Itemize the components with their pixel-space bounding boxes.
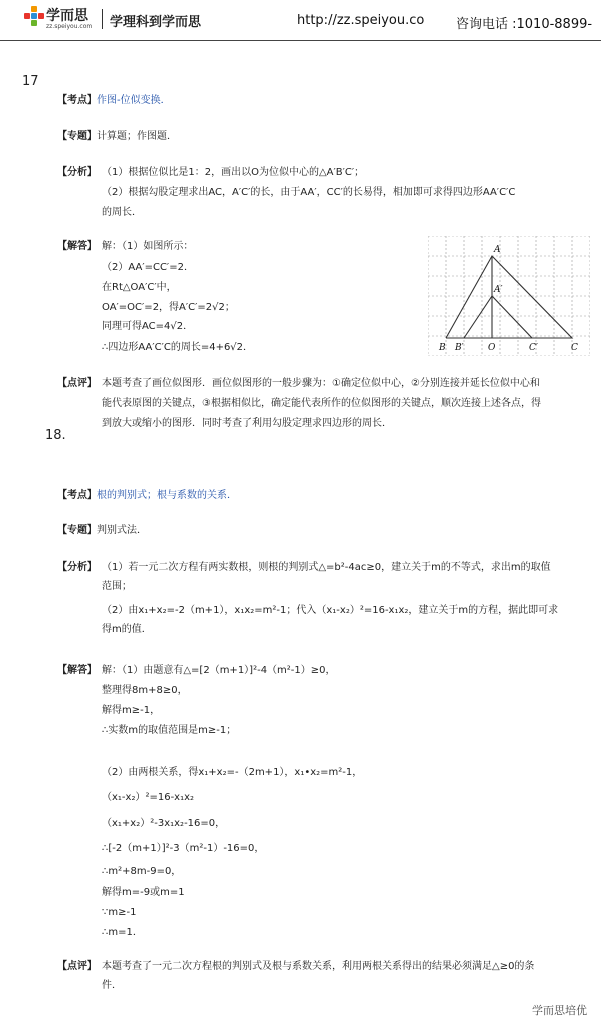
q18-zhuanti: [57, 524, 147, 538]
page-header: [0, 0, 601, 41]
page-footer: 学而思培优: [532, 1004, 587, 1017]
q18-jieda-line: （2）由两根关系，得x₁+x₂=-（2m+1），x₁•x₂=m²-1，: [102, 767, 363, 778]
fenxi-tag: 【分析】: [57, 562, 97, 573]
label-A-prime: A′: [494, 285, 503, 295]
q17-jieda-line: ∴四边形AA′C′C的周长=4+6√2．: [102, 342, 254, 353]
zhuanti-text: 判别式法．: [97, 525, 147, 536]
jieda-tag: 【解答】: [57, 241, 97, 252]
kaodian-tag: 【考点】: [57, 95, 97, 106]
q18-jieda-line: ∵m≥-1: [102, 907, 137, 918]
q18-jieda-line: 整理得8m+8≥0，: [102, 685, 188, 696]
q17-jieda-line: OA′=OC′=2，得A′C′=2√2；: [102, 302, 235, 313]
zhuanti-text: 计算题；作图题．: [97, 131, 177, 142]
triangle-ABC: [446, 256, 572, 338]
q18-jieda-line: 解：（1）由题意有△=[2（m+1）]²-4（m²-1）≥0，: [102, 665, 336, 676]
q18-fenxi-line: 范围；: [102, 581, 132, 592]
q17-dianping-line: 到放大或缩小的图形．同时考查了利用勾股定理求四边形的周长．: [102, 418, 392, 429]
q17-zhuanti: [57, 130, 177, 144]
fenxi-tag: 【分析】: [57, 167, 97, 178]
q18-jieda-line: 解得m≥-1，: [102, 705, 161, 716]
q18-jieda-line: ∴m=1．: [102, 927, 143, 938]
logo-mark-icon: [24, 6, 44, 26]
dianping-tag: 【点评】: [57, 378, 97, 389]
question-number-17: 17: [22, 74, 39, 89]
q17-fenxi-line: 的周长．: [102, 207, 142, 218]
q17-jieda-line: 同理可得AC=4√2．: [102, 321, 194, 332]
label-B-prime: B′: [455, 343, 464, 353]
question-number-18: 18.: [45, 428, 66, 443]
header-phone: 咨询电话 :1010-8899-: [456, 17, 593, 32]
q17-kaodian: [57, 94, 171, 108]
q18-jieda-line: ∴m²+8m-9=0，: [102, 866, 182, 877]
kaodian-tag: 【考点】: [57, 490, 97, 501]
q18-dianping-line: 件．: [102, 980, 122, 991]
q18-jieda-line: ∴[-2（m+1）]²-3（m²-1）-16=0，: [102, 843, 265, 854]
zhuanti-tag: 【专题】: [57, 525, 97, 536]
kaodian-link[interactable]: 作图-位似变换．: [97, 95, 171, 106]
header-site-url: http://zz.speiyou.co: [297, 13, 425, 28]
q17-jieda-line: 在Rt△OA′C′中，: [102, 282, 177, 293]
q18-fenxi-line: （1）若一元二次方程有两实数根，则根的判别式△=b²-4ac≥0，建立关于m的不等式，求出m的取值: [102, 562, 551, 573]
triangle-AprimeBprimeCprime: [464, 296, 532, 338]
brand-logo: [24, 5, 96, 35]
label-C: C: [571, 343, 578, 353]
label-B: B: [439, 343, 446, 353]
kaodian-link[interactable]: 根的判别式；根与系数的关系．: [97, 490, 237, 501]
zhuanti-tag: 【专题】: [57, 131, 97, 142]
q17-jieda-line: （2）AA′=CC′=2．: [102, 262, 194, 273]
q18-fenxi-line: （2）由x₁+x₂=-2（m+1），x₁x₂=m²-1；代入（x₁-x₂）²=16-x₁x₂，建立关于m的方程，据此即可求: [102, 605, 559, 616]
brand-url: zz.speiyou.com: [46, 23, 93, 30]
q17-dianping-line: 能代表原图的关键点，③根据相似比，确定能代表所作的位似图形的关键点，顺次连接上述各点，得: [102, 398, 541, 409]
q18-fenxi-line: 得m的值．: [102, 624, 152, 635]
q17-dianping-line: 本题考查了画位似图形．画位似图形的一般步骤为：①确定位似中心，②分别连接并延长位似中心和: [102, 378, 540, 389]
label-C-prime: C′: [529, 343, 538, 353]
q18-kaodian: [57, 489, 237, 503]
similarity-figure: [428, 236, 590, 356]
label-O: O: [488, 343, 496, 353]
header-divider: [102, 9, 103, 29]
brand-name: 学而思: [46, 8, 88, 24]
jieda-tag: 【解答】: [57, 665, 97, 676]
q17-fenxi-line: （2）根据勾股定理求出AC，A′C′的长，由于AA′，CC′的长易得，相加即可求得四边形AA′C′C: [102, 187, 516, 198]
q18-jieda-line: （x₁-x₂）²=16-x₁x₂: [102, 792, 195, 803]
q17-jieda-line: 解：（1）如图所示：: [102, 241, 194, 252]
q18-dianping-line: 本题考查了一元二次方程根的判别式及根与系数关系，利用两根关系得出的结果必须满足△≥0的条: [102, 961, 535, 972]
q18-jieda-line: （x₁+x₂）²-3x₁x₂-16=0，: [102, 818, 226, 829]
q17-fenxi-line: （1）根据位似比是1：2，画出以O为位似中心的△A′B′C′；: [102, 167, 365, 178]
q18-jieda-line: ∴实数m的取值范围是m≥-1；: [102, 725, 237, 736]
q18-jieda-line: 解得m=-9或m=1: [102, 887, 185, 898]
dianping-tag: 【点评】: [57, 961, 97, 972]
label-A: A: [494, 245, 501, 255]
header-slogan: 学理科到学而思: [110, 15, 202, 30]
